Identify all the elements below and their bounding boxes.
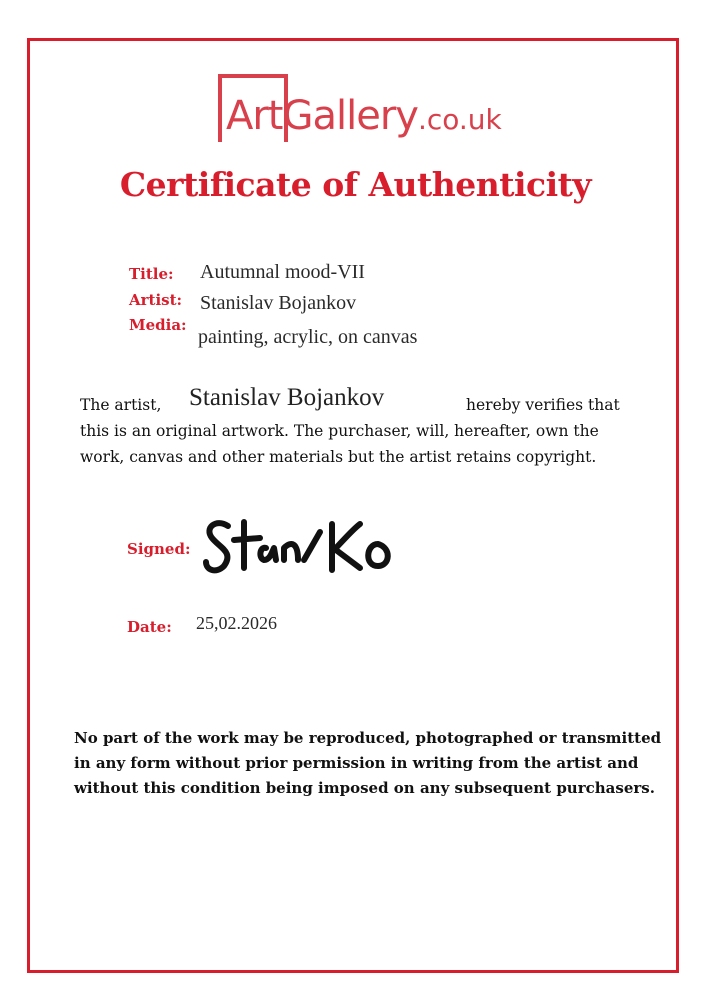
certificate-title: Certificate of Authenticity (119, 165, 592, 204)
media-label: Media: (129, 316, 187, 334)
artist-signature (200, 512, 440, 582)
artist-label: Artist: (129, 291, 183, 309)
logo-text (226, 93, 502, 139)
footer-line-3: without this condition being imposed on any subsequent purchasers. (74, 779, 655, 797)
statement-prefix: The artist, (80, 396, 162, 414)
title-value: Autumnal mood-VII (200, 261, 365, 283)
statement-line-2: this is an original artwork. The purchaser, will, hereafter, own the (80, 422, 599, 440)
date-value: 25,02.2026 (196, 613, 277, 633)
footer-line-1: No part of the work may be reproduced, photographed or transmitted (74, 729, 662, 747)
statement-line-3: work, canvas and other materials but the artist retains copyright. (80, 448, 597, 466)
date-label: Date: (127, 618, 172, 636)
logo-main: ArtGallery (226, 93, 418, 139)
statement-suffix: hereby verifies that (466, 396, 620, 414)
title-label: Title: (129, 265, 174, 283)
signed-label: Signed: (127, 540, 191, 558)
media-value: painting, acrylic, on canvas (198, 326, 418, 348)
artgallery-logo (218, 74, 518, 146)
footer-line-2: in any form without prior permission in writing from the artist and (74, 754, 639, 772)
statement-artist-name: Stanislav Bojankov (189, 384, 385, 411)
logo-tld: .co.uk (417, 103, 502, 136)
artist-value: Stanislav Bojankov (200, 292, 357, 314)
copyright-notice (74, 726, 662, 801)
